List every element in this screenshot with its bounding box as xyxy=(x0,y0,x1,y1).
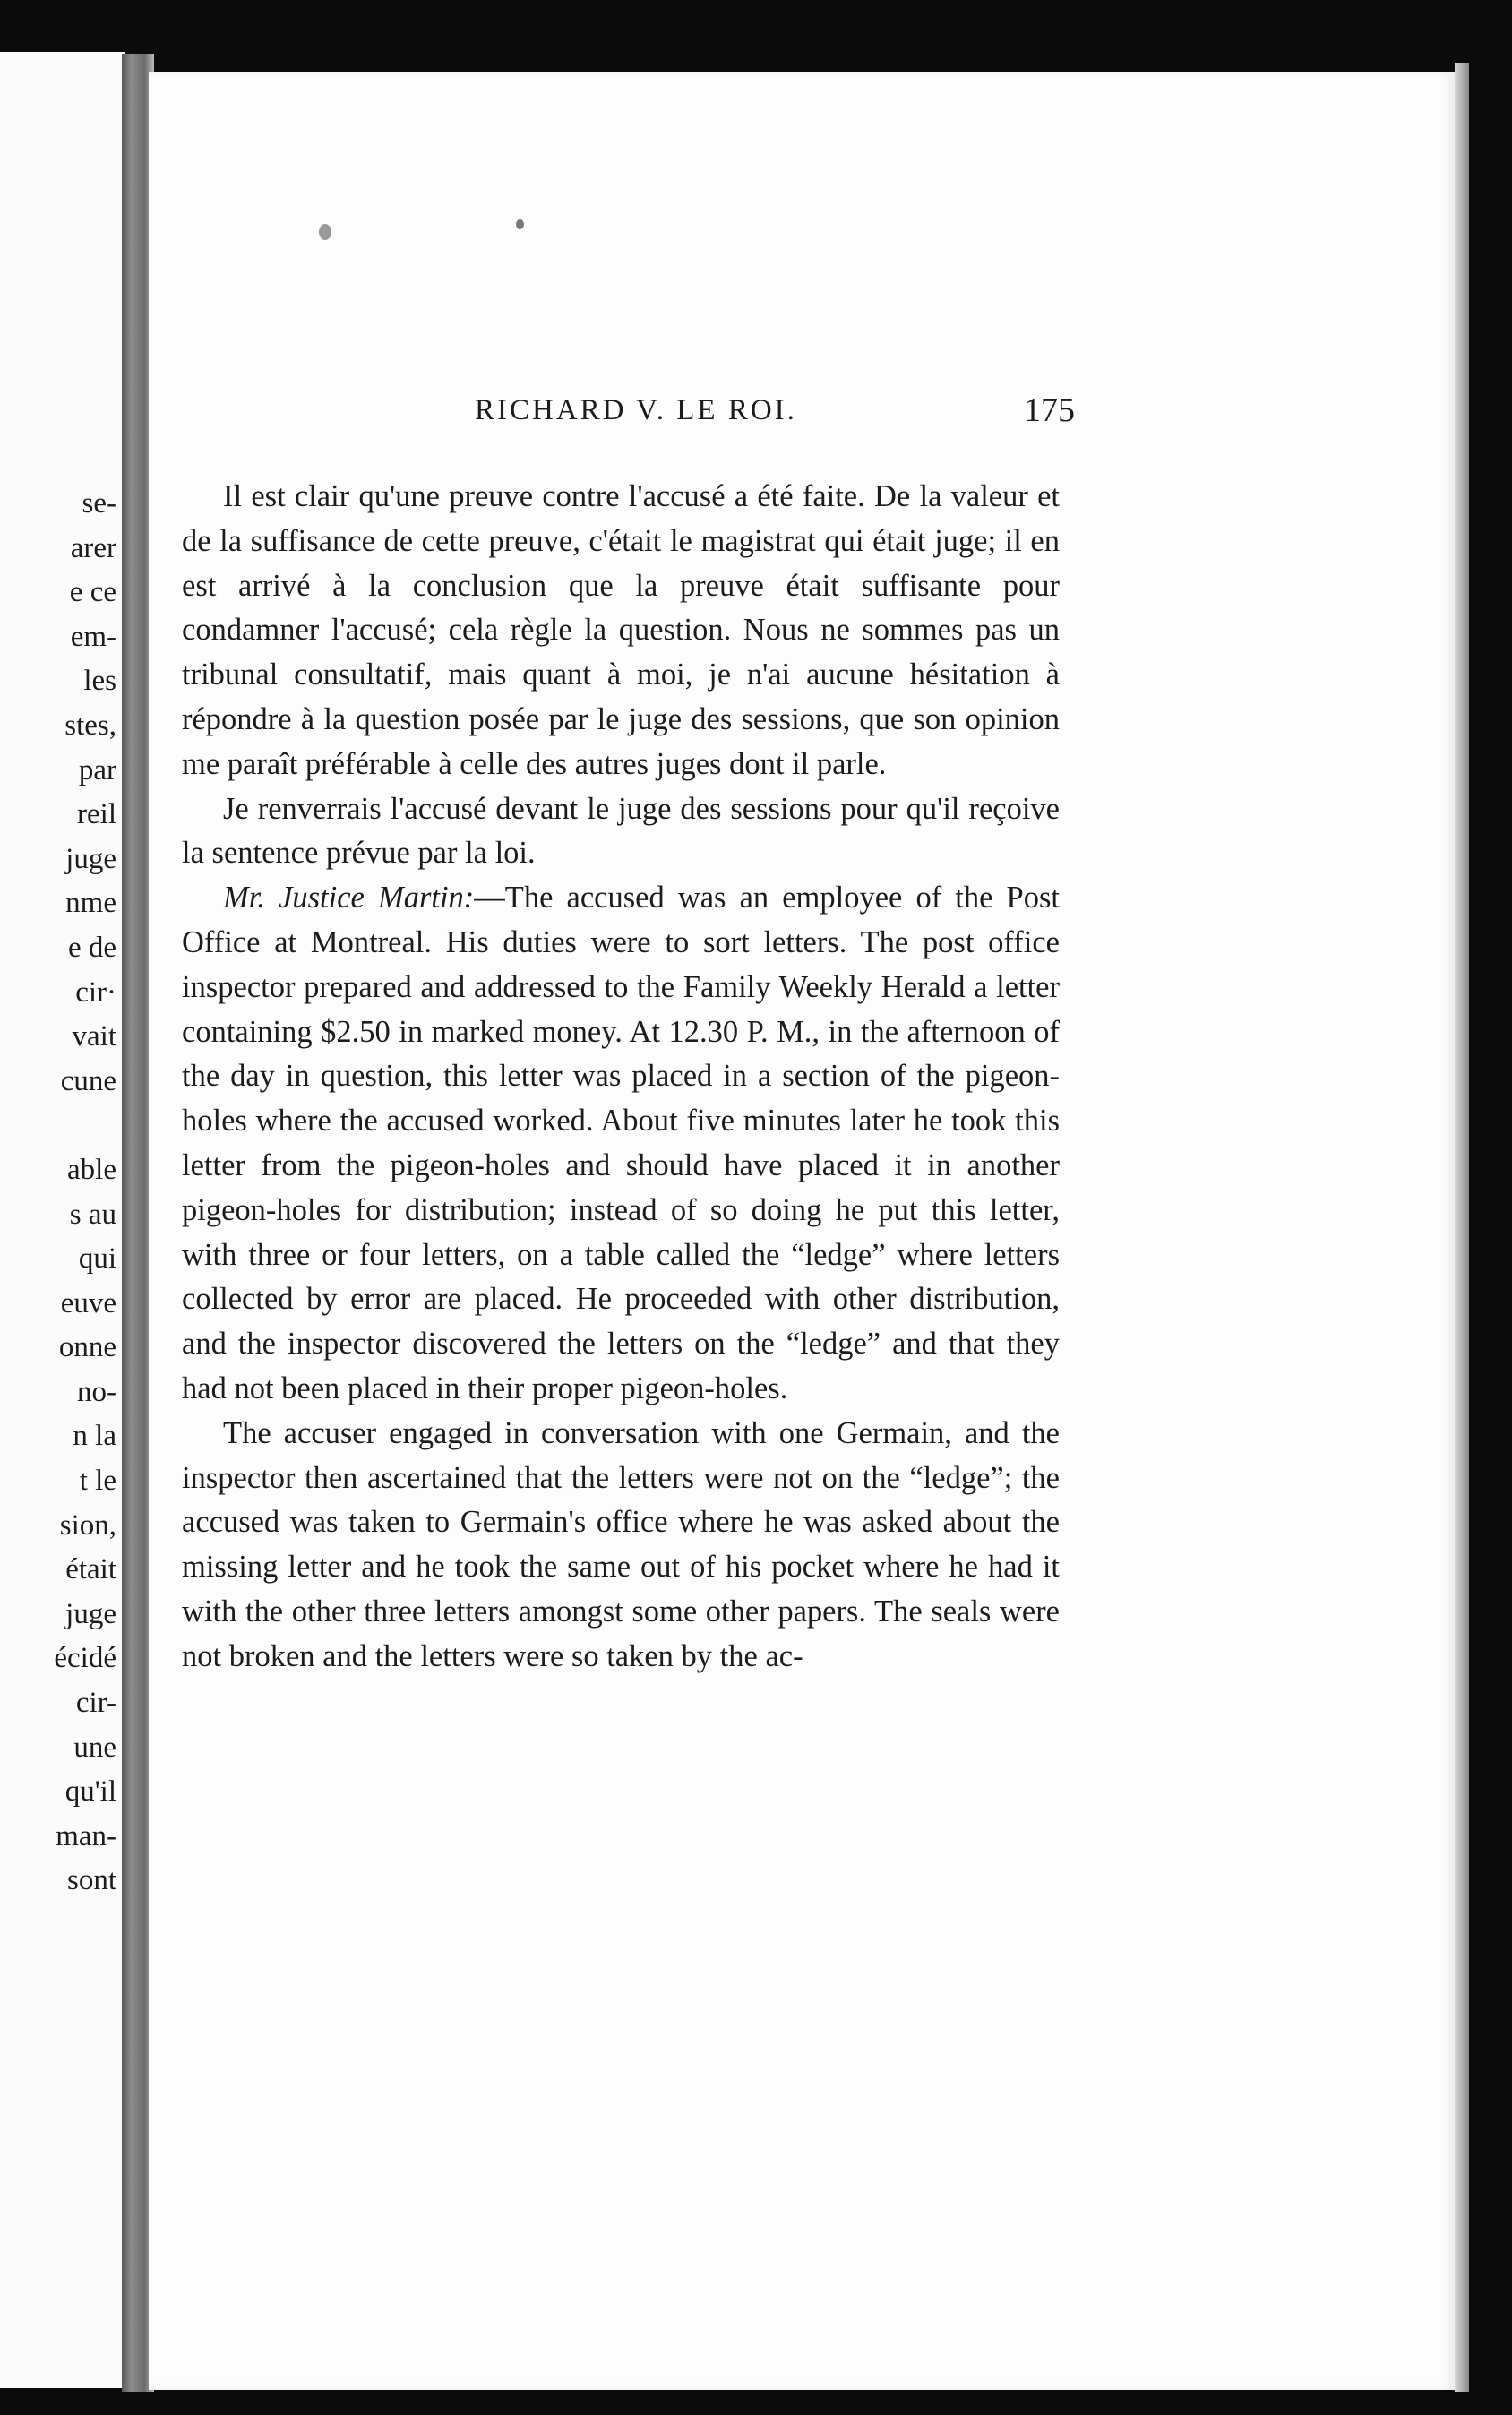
facing-page-fragment: euve xyxy=(60,1286,116,1319)
facing-page-fragment: t le xyxy=(79,1465,116,1498)
body-text xyxy=(182,475,1060,1680)
running-title: RICHARD V. LE ROI. xyxy=(475,394,797,426)
facing-page-fragment: cir· xyxy=(75,975,116,1009)
facing-page-fragment: no- xyxy=(77,1375,116,1408)
judge-name: Mr. Justice Martin: xyxy=(223,881,475,915)
facing-page-fragment: qui xyxy=(78,1242,116,1276)
speck-mark xyxy=(319,224,331,240)
facing-page-text-fragments xyxy=(0,482,116,1904)
facing-page-fragment: e ce xyxy=(69,576,116,609)
facing-page-fragment: se- xyxy=(82,487,116,520)
paragraph-facts-continued: The accuser engaged in conversation with one Germain, and the inspector then ascertained that the letters were not on the “ledge”; the accused was taken to Germain's office where he was asked about the missing letter and he took the same out of his pocket where he had it with the other three letters amongst some other papers. The seals were not broken and the letters were so taken by the ac- xyxy=(182,1415,1060,1673)
facing-page-fragment: était xyxy=(65,1553,116,1586)
facing-page-fragment: écidé xyxy=(54,1642,116,1675)
facing-page-fragment: onne xyxy=(58,1331,116,1364)
facing-page-fragment: stes, xyxy=(64,709,116,742)
facing-page-fragment: reil xyxy=(77,798,116,831)
facing-page-fragment: juge xyxy=(65,1597,116,1630)
facing-page-fragment: n la xyxy=(73,1420,116,1453)
martin-opinion-text: —The accused was an employee of the Post Office at Montreal. His duties were to sort letters. The post office inspector prepared and addressed to the Family Weekly Herald a letter containing $2.50 in marked money. At 12.30 P. M., in the afternoon of the day in question, this letter was placed in a section of the pigeon-holes where the accused worked. About five minutes later he took this letter from the pigeon-holes and should have placed it in another pigeon-holes for distribution; instead of so doing he put this letter, with three or four letters, on a table called the “ledge” where letters collected by error are placed. He proceeded with other distribution, and the inspector discovered the letters on the “ledge” and that they had not been placed in their proper pigeon-holes. xyxy=(182,881,1060,1405)
facing-page-fragment: e de xyxy=(67,931,116,964)
paragraph-martin-opinion xyxy=(182,876,1060,1412)
facing-page-fragment: une xyxy=(73,1731,116,1764)
facing-page-fragment: cune xyxy=(60,1064,116,1097)
page-edge xyxy=(1455,63,1469,2392)
speck-mark xyxy=(516,219,524,229)
facing-page-fragment: cir- xyxy=(75,1687,116,1720)
page-number: 175 xyxy=(1024,391,1075,429)
running-head xyxy=(305,385,1075,439)
facing-page-fragment: s au xyxy=(69,1198,116,1231)
facing-page-fragment: vait xyxy=(72,1020,116,1053)
paragraph-french-conclusion: Je renverrais l'accusé devant le juge des sessions pour qu'il reçoive la sentence prévue par la loi. xyxy=(182,791,1060,871)
facing-page-strip xyxy=(0,52,125,2388)
facing-page-fragment: arer xyxy=(70,531,116,564)
facing-page-fragment: nme xyxy=(65,887,116,920)
paragraph-french-opinion: Il est clair qu'une preuve contre l'accusé a été faite. De la valeur et de la suffisance de cette preuve, c'était le magistrat qui était juge; il en est arrivé à la conclusion que la preuve était suffisante pour condamner l'accusé; cela règle la question. Nous ne sommes pas un tribunal consultatif, mais quant à moi, je n'ai aucune hésitation à répondre à la question posée par le juge des sessions, que son opinion me paraît préférable à celle des autres juges dont il parle. xyxy=(182,479,1060,781)
facing-page-fragment: man- xyxy=(56,1819,116,1852)
facing-page-fragment xyxy=(0,1104,116,1148)
facing-page-fragment: sont xyxy=(66,1864,116,1897)
facing-page-fragment: sion, xyxy=(59,1508,116,1542)
facing-page-fragment: les xyxy=(83,665,116,698)
facing-page-fragment: juge xyxy=(65,842,116,875)
facing-page-fragment: qu'il xyxy=(64,1775,116,1809)
facing-page-fragment: able xyxy=(67,1153,116,1186)
facing-page-fragment: par xyxy=(78,753,116,786)
facing-page-fragment: em- xyxy=(70,620,116,653)
